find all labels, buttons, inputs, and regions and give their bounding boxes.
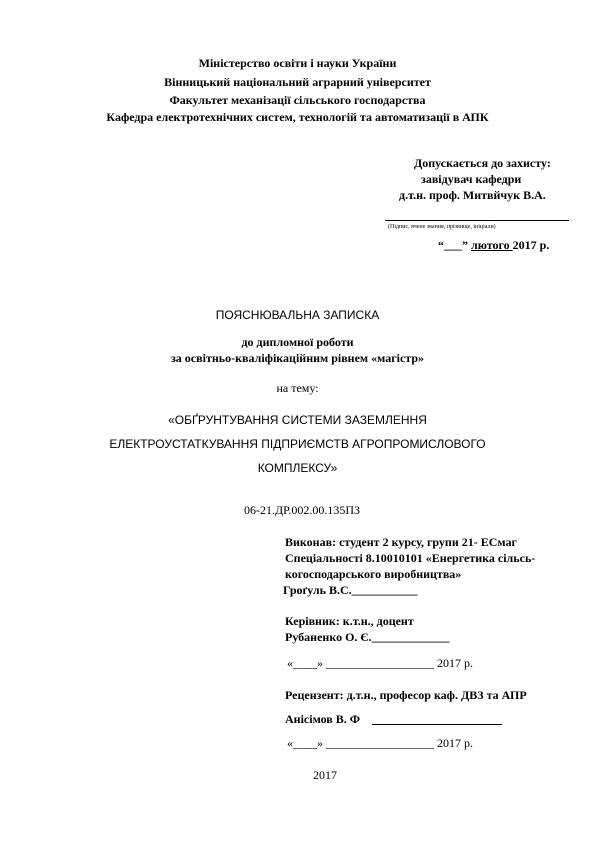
author-line-1: Виконав: студент 2 курсу, групи 21- ЕСмаг bbox=[285, 535, 517, 549]
topic-line-1: «ОБҐРУНТУВАННЯ СИСТЕМИ ЗАЗЕМЛЕННЯ bbox=[168, 413, 427, 427]
document-type: ПОЯСНЮВАЛЬНА ЗАПИСКА bbox=[215, 308, 380, 322]
approval-date-year: 2017 р. bbox=[512, 238, 550, 252]
department-head-title: завідувач кафедри bbox=[421, 172, 522, 186]
supervisor-name: Рубаненко О. Є._____________ bbox=[285, 630, 450, 644]
faculty-line: Факультет механізації сільського господарства bbox=[169, 93, 426, 107]
head-signature-line bbox=[385, 220, 569, 221]
qualification-level: за освітньо-кваліфікаційним рівнем «магістр» bbox=[170, 351, 425, 365]
approval-date bbox=[438, 238, 549, 252]
approval-date-prefix: “___” bbox=[438, 238, 471, 252]
topic-line-2: ЕЛЕКТРОУСТАТКУВАННЯ ПІДПРИЄМСТВ АГРОПРОМИСЛОВОГО bbox=[109, 437, 486, 451]
topic-line-3: КОМПЛЕКСУ» bbox=[257, 461, 338, 475]
author-line-3: когосподарського виробництва» bbox=[285, 567, 462, 581]
document-subtype: до дипломної роботи bbox=[241, 335, 354, 349]
footer-year: 2017 bbox=[313, 768, 337, 782]
university-line: Вінницький національний аграрний університет bbox=[164, 75, 431, 89]
reviewer-signature-line bbox=[372, 724, 502, 725]
signature-hint: (Підпис, вчене звання, прізвище, ініціали) bbox=[388, 224, 496, 230]
reviewer-date: «____» __________________ 2017 р. bbox=[287, 736, 473, 750]
approval-date-month: лютого bbox=[471, 238, 513, 252]
topic-label: на тему: bbox=[276, 381, 319, 395]
supervisor-date: «____» __________________ 2017 р. bbox=[287, 656, 473, 670]
ministry-line: Міністерство освіти і науки України bbox=[198, 56, 397, 70]
supervisor-title: Керівник: к.т.н., доцент bbox=[285, 614, 414, 628]
document-code: 06-21.ДР.002.00.135ПЗ bbox=[244, 503, 361, 517]
author-line-2: Спеціальності 8.10010101 «Енергетика сільсь- bbox=[285, 551, 536, 565]
admitted-to-defense: Допускається до захисту: bbox=[414, 156, 551, 170]
department-head-name: д.т.н. проф. Митвйчук В.А. bbox=[399, 188, 546, 202]
reviewer-title: Рецензент: д.т.н., професор каф. ДВЗ та АПР bbox=[285, 688, 527, 702]
author-name: Гроґуль В.С.___________ bbox=[283, 583, 418, 597]
reviewer-name: Анісімов В. Ф bbox=[285, 712, 361, 726]
department-line: Кафедра електротехнічних систем, технологій та автоматизації в АПК bbox=[106, 110, 489, 124]
